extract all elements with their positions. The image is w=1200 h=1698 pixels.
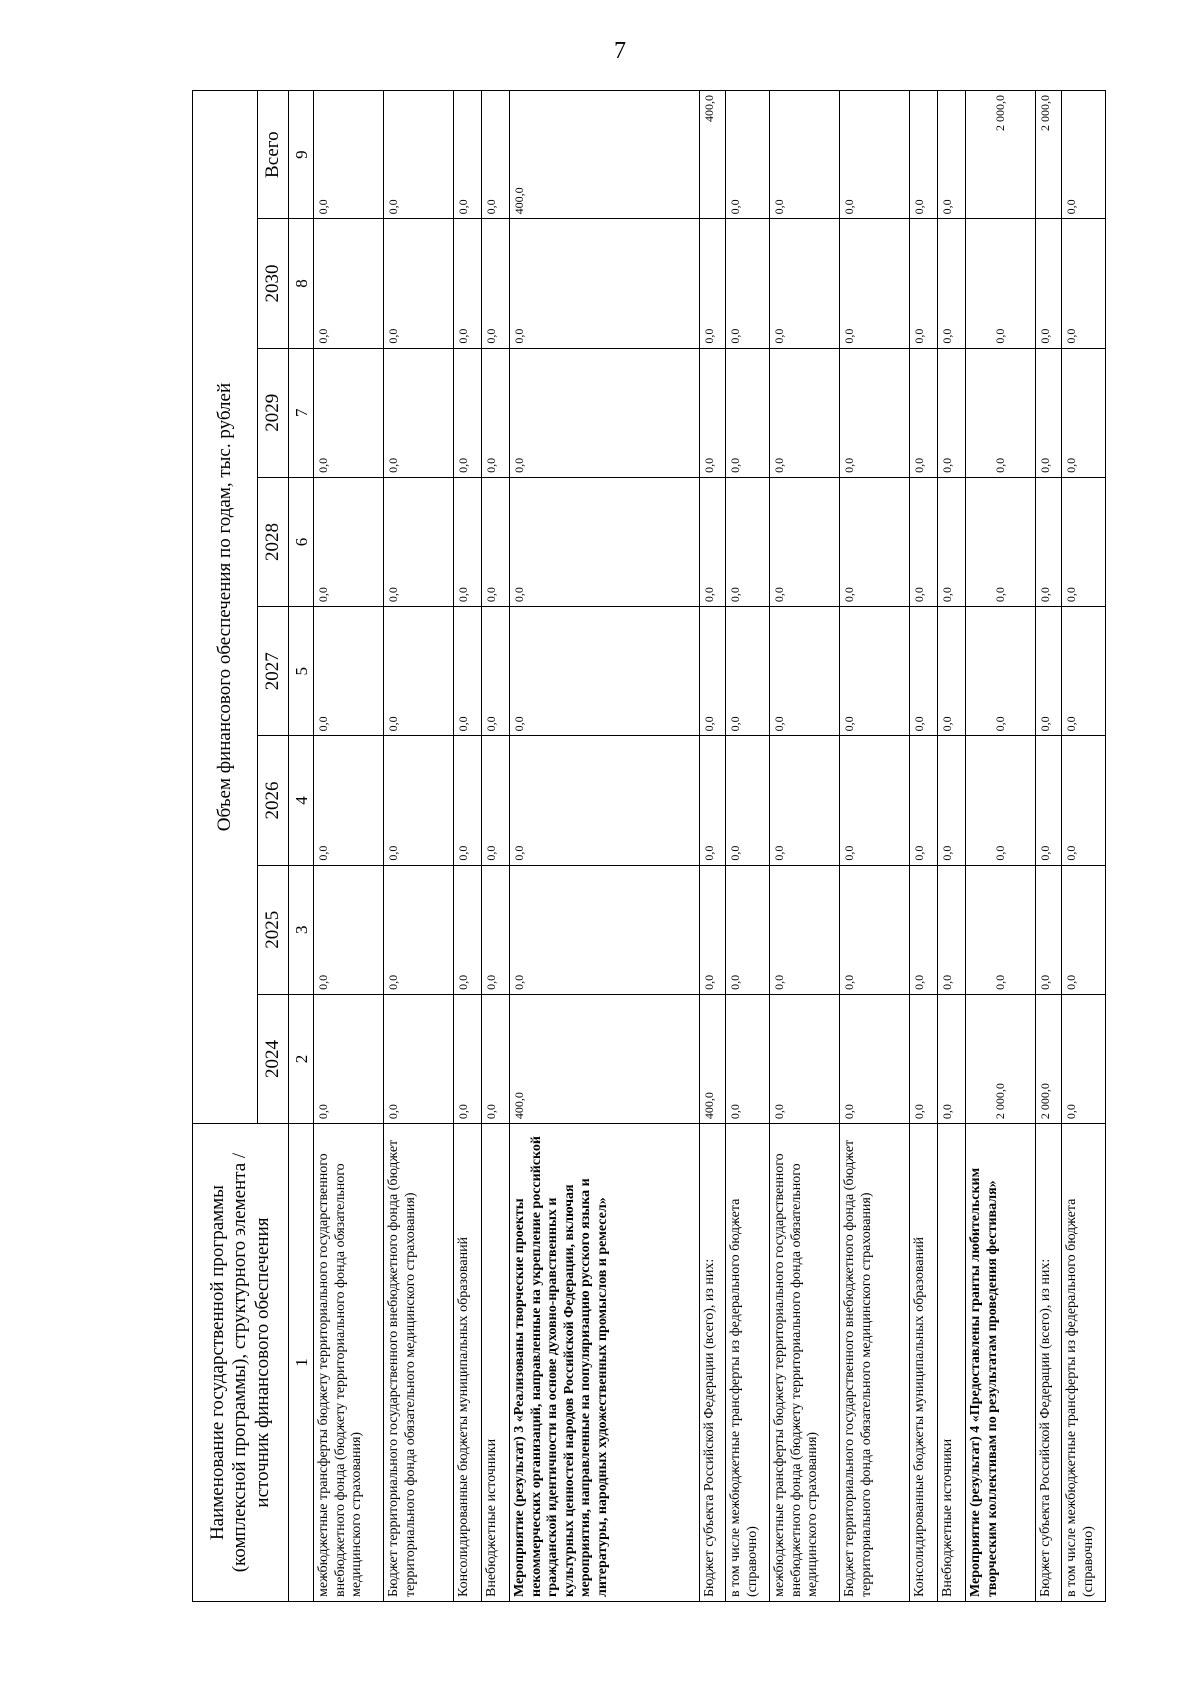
row-year-value: 0,0 xyxy=(840,477,910,606)
table-row xyxy=(1062,91,1106,1602)
row-year-value: 0,0 xyxy=(770,865,840,994)
row-year-value: 0,0 xyxy=(966,219,1036,348)
row-year-value: 0,0 xyxy=(1062,736,1106,865)
row-year-value: 0,0 xyxy=(314,348,384,477)
row-year-value: 0,0 xyxy=(700,607,726,736)
row-name: Бюджет субъекта Российской Федерации (всего), из них: xyxy=(1036,1124,1062,1602)
row-year-value: 400,0 xyxy=(700,994,726,1123)
row-year-value: 0,0 xyxy=(770,994,840,1123)
row-year-value: 0,0 xyxy=(840,736,910,865)
row-year-value: 0,0 xyxy=(510,607,700,736)
row-year-value: 0,0 xyxy=(726,219,770,348)
row-year-value: 0,0 xyxy=(840,865,910,994)
row-year-value: 0,0 xyxy=(1036,219,1062,348)
column-number: 5 xyxy=(289,607,314,736)
row-year-value: 0,0 xyxy=(454,607,482,736)
row-year-value: 0,0 xyxy=(384,607,454,736)
row-year-value: 0,0 xyxy=(966,477,1036,606)
row-year-value: 0,0 xyxy=(384,736,454,865)
row-total-value: 0,0 xyxy=(1062,91,1106,219)
row-year-value: 0,0 xyxy=(454,348,482,477)
row-year-value: 0,0 xyxy=(314,994,384,1123)
row-year-value: 0,0 xyxy=(700,477,726,606)
table-row xyxy=(726,91,770,1602)
row-year-value: 0,0 xyxy=(910,736,938,865)
row-year-value: 0,0 xyxy=(482,865,510,994)
header-year: 2026 xyxy=(258,736,289,865)
row-name: Внебюджетные источники xyxy=(482,1124,510,1602)
column-number: 7 xyxy=(289,348,314,477)
row-year-value: 0,0 xyxy=(840,219,910,348)
row-year-value: 0,0 xyxy=(1036,865,1062,994)
row-total-value: 400,0 xyxy=(700,91,726,219)
header-year: 2029 xyxy=(258,348,289,477)
row-year-value: 0,0 xyxy=(454,865,482,994)
table-row xyxy=(938,91,966,1602)
row-year-value: 0,0 xyxy=(1036,607,1062,736)
row-year-value: 0,0 xyxy=(700,219,726,348)
row-year-value: 0,0 xyxy=(314,219,384,348)
row-year-value: 0,0 xyxy=(910,865,938,994)
row-year-value: 0,0 xyxy=(910,219,938,348)
row-year-value: 0,0 xyxy=(840,607,910,736)
row-year-value: 0,0 xyxy=(938,219,966,348)
row-total-value: 0,0 xyxy=(482,91,510,219)
table-row xyxy=(910,91,938,1602)
page-number: 7 xyxy=(614,38,626,64)
row-year-value: 0,0 xyxy=(482,736,510,865)
row-year-value: 0,0 xyxy=(840,348,910,477)
row-year-value: 0,0 xyxy=(770,348,840,477)
row-total-value: 0,0 xyxy=(910,91,938,219)
row-year-value: 0,0 xyxy=(482,219,510,348)
row-year-value: 0,0 xyxy=(384,348,454,477)
row-year-value: 0,0 xyxy=(1062,219,1106,348)
row-year-value: 0,0 xyxy=(454,219,482,348)
row-year-value: 0,0 xyxy=(910,607,938,736)
row-total-value: 400,0 xyxy=(510,91,700,219)
column-number: 9 xyxy=(289,91,314,219)
row-name: Бюджет субъекта Российской Федерации (всего), из них: xyxy=(700,1124,726,1602)
row-year-value: 0,0 xyxy=(1062,477,1106,606)
row-name: Мероприятие (результат) 4 «Предоставлены гранты любительским творческим коллективам по результатам проведения фестиваля» xyxy=(966,1124,1036,1602)
row-year-value: 0,0 xyxy=(938,607,966,736)
row-year-value: 0,0 xyxy=(384,477,454,606)
row-year-value: 0,0 xyxy=(510,477,700,606)
row-year-value: 0,0 xyxy=(770,477,840,606)
row-year-value: 0,0 xyxy=(1036,736,1062,865)
row-year-value: 0,0 xyxy=(482,607,510,736)
row-year-value: 0,0 xyxy=(1036,348,1062,477)
row-year-value: 0,0 xyxy=(726,736,770,865)
row-year-value: 0,0 xyxy=(1062,607,1106,736)
row-name: межбюджетные трансферты бюджету территориального государственного внебюджетного фонда (бюджету территориального фонда обязательного медицинского страхования) xyxy=(770,1124,840,1602)
header-year: 2028 xyxy=(258,477,289,606)
row-year-value: 0,0 xyxy=(938,865,966,994)
table-row xyxy=(770,91,840,1602)
row-total-value: 2 000,0 xyxy=(1036,91,1062,219)
row-total-value: 0,0 xyxy=(726,91,770,219)
row-year-value: 0,0 xyxy=(1062,348,1106,477)
column-number: 2 xyxy=(289,994,314,1123)
rotated-table-container xyxy=(192,90,1137,1602)
row-year-value: 0,0 xyxy=(726,994,770,1123)
row-total-value: 0,0 xyxy=(454,91,482,219)
row-year-value: 0,0 xyxy=(726,348,770,477)
row-year-value: 0,0 xyxy=(770,607,840,736)
row-year-value: 0,0 xyxy=(482,994,510,1123)
header-year: 2025 xyxy=(258,865,289,994)
table-row xyxy=(840,91,910,1602)
row-year-value: 0,0 xyxy=(966,348,1036,477)
table-row xyxy=(384,91,454,1602)
table-row xyxy=(1036,91,1062,1602)
header-name-column: Наименование государственной программы (комплексной программы), структурного элемента / источник финансового обеспечения xyxy=(193,1124,289,1602)
table-row xyxy=(510,91,700,1602)
header-total: Всего xyxy=(258,91,289,219)
row-year-value: 0,0 xyxy=(482,477,510,606)
header-year: 2024 xyxy=(258,994,289,1123)
row-year-value: 0,0 xyxy=(726,865,770,994)
row-name: Консолидированные бюджеты муниципальных образований xyxy=(910,1124,938,1602)
header-year: 2027 xyxy=(258,607,289,736)
row-year-value: 0,0 xyxy=(700,348,726,477)
row-year-value: 0,0 xyxy=(1062,994,1106,1123)
row-name: Консолидированные бюджеты муниципальных образований xyxy=(454,1124,482,1602)
row-year-value: 0,0 xyxy=(938,994,966,1123)
row-year-value: 0,0 xyxy=(840,994,910,1123)
row-total-value: 0,0 xyxy=(384,91,454,219)
header-year: 2030 xyxy=(258,219,289,348)
row-year-value: 0,0 xyxy=(510,219,700,348)
table-row xyxy=(314,91,384,1602)
table-row xyxy=(966,91,1036,1602)
row-name: Бюджет территориального государственного внебюджетного фонда (бюджет территориального фонда обязательного медицинского страхования) xyxy=(384,1124,454,1602)
row-year-value: 0,0 xyxy=(1062,865,1106,994)
row-year-value: 0,0 xyxy=(510,865,700,994)
row-year-value: 0,0 xyxy=(384,219,454,348)
row-year-value: 0,0 xyxy=(700,736,726,865)
table-row xyxy=(700,91,726,1602)
row-year-value: 0,0 xyxy=(454,477,482,606)
row-year-value: 0,0 xyxy=(314,607,384,736)
table-row xyxy=(454,91,482,1602)
row-name: в том числе межбюджетные трансферты из федерального бюджета (справочно) xyxy=(726,1124,770,1602)
column-number: 8 xyxy=(289,219,314,348)
row-name: Внебюджетные источники xyxy=(938,1124,966,1602)
row-year-value: 0,0 xyxy=(314,865,384,994)
row-year-value: 0,0 xyxy=(726,607,770,736)
row-total-value: 0,0 xyxy=(938,91,966,219)
column-number: 1 xyxy=(289,1124,314,1602)
column-number: 3 xyxy=(289,865,314,994)
row-year-value: 0,0 xyxy=(314,477,384,606)
table-body xyxy=(314,91,1106,1602)
row-year-value: 400,0 xyxy=(510,994,700,1123)
row-total-value: 0,0 xyxy=(840,91,910,219)
row-name: Бюджет территориального государственного внебюджетного фонда (бюджет территориального фонда обязательного медицинского страхования) xyxy=(840,1124,910,1602)
row-total-value: 2 000,0 xyxy=(966,91,1036,219)
row-year-value: 0,0 xyxy=(938,736,966,865)
row-total-value: 0,0 xyxy=(770,91,840,219)
row-year-value: 0,0 xyxy=(910,994,938,1123)
row-total-value: 0,0 xyxy=(314,91,384,219)
row-year-value: 0,0 xyxy=(314,736,384,865)
row-year-value: 0,0 xyxy=(770,736,840,865)
table-row xyxy=(482,91,510,1602)
column-number-row xyxy=(289,91,314,1602)
row-year-value: 0,0 xyxy=(966,865,1036,994)
row-year-value: 0,0 xyxy=(770,219,840,348)
row-year-value: 0,0 xyxy=(454,736,482,865)
row-year-value: 2 000,0 xyxy=(966,994,1036,1123)
row-year-value: 0,0 xyxy=(454,994,482,1123)
row-year-value: 0,0 xyxy=(510,736,700,865)
row-year-value: 0,0 xyxy=(482,348,510,477)
row-year-value: 0,0 xyxy=(910,477,938,606)
column-number: 6 xyxy=(289,477,314,606)
row-year-value: 0,0 xyxy=(966,607,1036,736)
funding-table xyxy=(192,90,1106,1602)
row-year-value: 0,0 xyxy=(510,348,700,477)
row-year-value: 0,0 xyxy=(938,348,966,477)
row-year-value: 2 000,0 xyxy=(1036,994,1062,1123)
row-name: межбюджетные трансферты бюджету территориального государственного внебюджетного фонда (бюджету территориального фонда обязательного медицинского страхования) xyxy=(314,1124,384,1602)
header-funding-title: Объем финансового обеспечения по годам, тыс. рублей xyxy=(193,91,258,1124)
row-year-value: 0,0 xyxy=(384,865,454,994)
row-year-value: 0,0 xyxy=(384,994,454,1123)
column-number: 4 xyxy=(289,736,314,865)
row-year-value: 0,0 xyxy=(1036,477,1062,606)
row-name: Мероприятие (результат) 3 «Реализованы творческие проекты некоммерческих организаций, направленные на укрепление российской гражданской идентичности на основе духовно-нравственных и культурных ценностей народов Российской Федерации, включая мероприятия, направленные на популяризацию русского языка и литературы, народных художественных промыслов и ремесел» xyxy=(510,1124,700,1602)
row-name: в том числе межбюджетные трансферты из федерального бюджета (справочно) xyxy=(1062,1124,1106,1602)
row-year-value: 0,0 xyxy=(938,477,966,606)
row-year-value: 0,0 xyxy=(966,736,1036,865)
row-year-value: 0,0 xyxy=(726,477,770,606)
row-year-value: 0,0 xyxy=(700,865,726,994)
row-year-value: 0,0 xyxy=(910,348,938,477)
